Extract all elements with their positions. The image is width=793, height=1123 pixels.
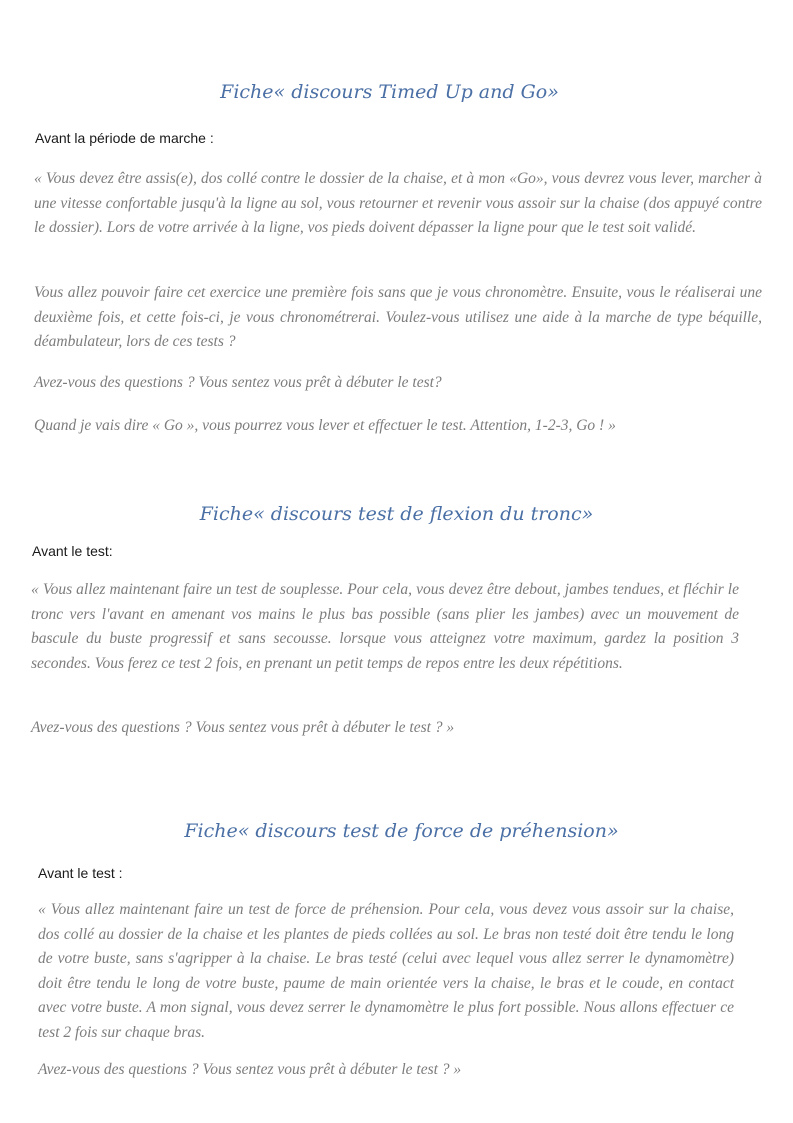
paragraph-prehension-instructions: « Vous allez maintenant faire un test de force de préhension. Pour cela, vous devez vous assoir sur la chaise, dos collé au dossier de la chaise et les plantes de pieds collées au sol. Le bras non testé doit être tendu le long de votre buste, sans s'agripper à la chaise. Le bras testé (celui avec lequel vous allez serrer le dynamomètre) doit être tendu le long de votre buste, paume de main orientée vers la chaise, le bras et le coude, en contact avec votre buste. A mon signal, vous devez serrer le dynamomètre le plus fort possible. Nous allons effectuer ce test 2 fois sur chaque bras. [38,901,734,1041]
section-label-force-prehension: Avant le test : [38,865,123,881]
section-label-timed-up-and-go: Avant la période de marche : [35,130,214,146]
paragraph-tug-questions: Avez-vous des questions ? Vous sentez vous prêt à débuter le test? [34,374,442,391]
paragraph-prehension-questions: Avez-vous des questions ? Vous sentez vous prêt à débuter le test ? » [38,1061,462,1078]
paragraph-tug-practice: Vous allez pouvoir faire cet exercice une première fois sans que je vous chronomètre. Ensuite, vous le réaliserai une deuxième fois, et cette fois-ci, je vous chronométrerai. Voulez-vous utilisez une aide à la marche de type béquille, déambulateur, lors de ces tests ? [34,284,762,350]
paragraph-flexion-questions: Avez-vous des questions ? Vous sentez vous prêt à débuter le test ? » [31,719,455,736]
paragraph-flexion-instructions: « Vous allez maintenant faire un test de souplesse. Pour cela, vous devez être debout, jambes tendues, et fléchir le tronc vers l'avant en amenant vos mains le plus bas possible (sans plier les jambes) avec un mouvement de bascule du buste progressif et sans secousse. lorsque vous atteignez votre maximum, gardez la position 3 secondes. Vous ferez ce test 2 fois, en prenant un petit temps de repos entre les deux répétitions. [31,581,739,672]
section-label-flexion-tronc: Avant le test: [32,543,113,559]
section-title-timed-up-and-go: Fiche« discours Timed Up and Go» [220,81,559,103]
section-title-flexion-tronc: Fiche« discours test de flexion du tronc» [199,503,594,525]
paragraph-tug-instructions: « Vous devez être assis(e), dos collé contre le dossier de la chaise, et à mon «Go», vous devrez vous lever, marcher à une vitesse confortable jusqu'à la ligne au sol, vous retourner et revenir vous assoir sur la chaise (dos appuyé contre le dossier). Lors de votre arrivée à la ligne, vos pieds doivent dépasser la ligne pour que le test soit validé. [34,170,762,236]
paragraph-tug-go: Quand je vais dire « Go », vous pourrez vous lever et effectuer le test. Attention, 1-2-3, Go ! » [34,417,616,434]
section-title-force-prehension: Fiche« discours test de force de préhension» [184,820,619,842]
